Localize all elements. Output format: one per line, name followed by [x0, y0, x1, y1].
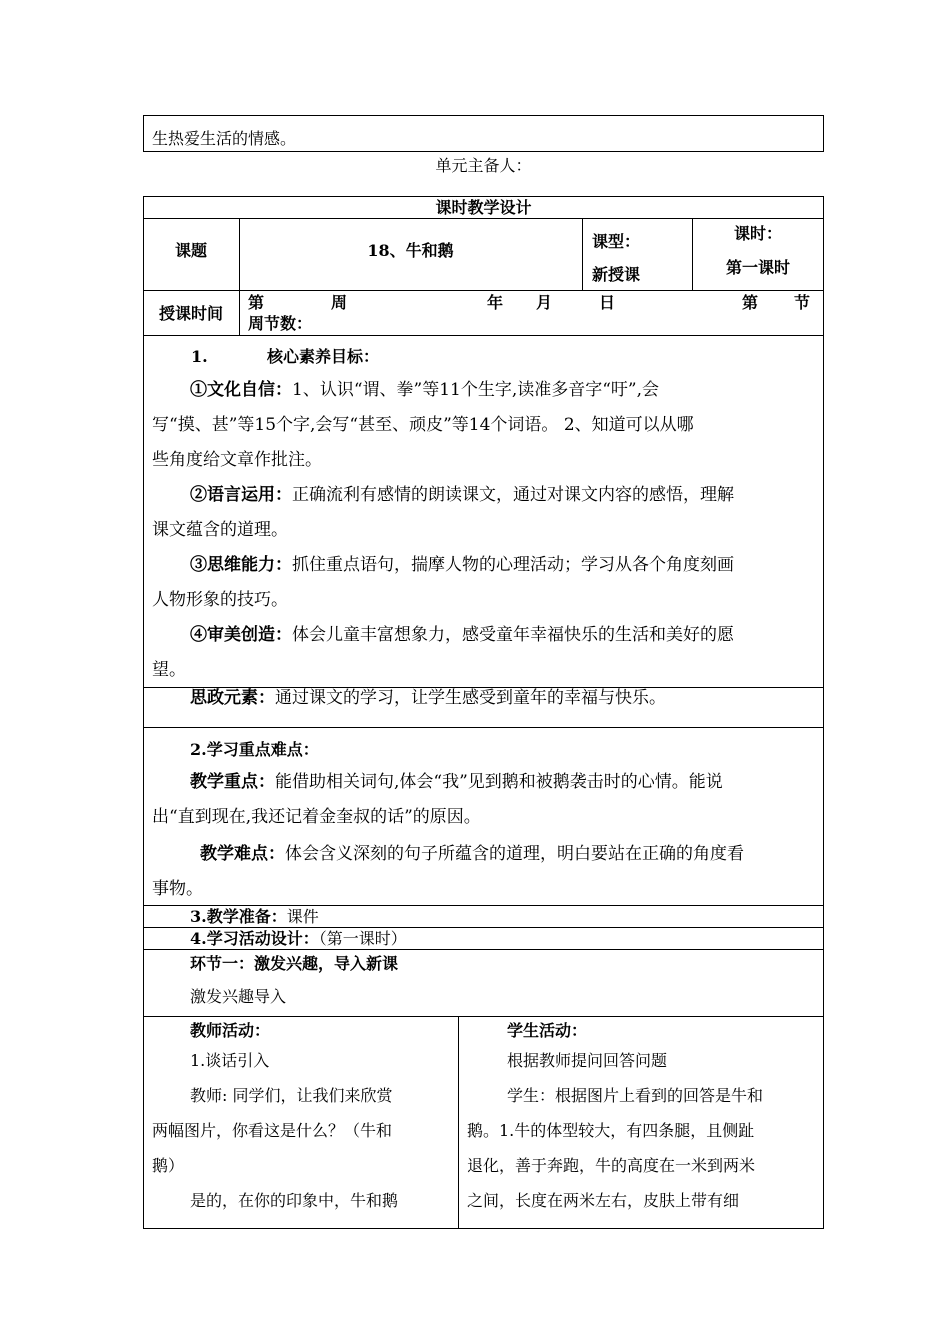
time-month: 月: [536, 293, 553, 312]
unit-preparer-label: 单元主备人：: [435, 156, 532, 175]
teacher-activity-text: [152, 1043, 452, 1218]
ideology-row: [190, 681, 666, 716]
time-year: 年: [487, 293, 504, 312]
student-line: 鹅。1.牛的体型较大，有四条腿，且侧趾: [467, 1121, 755, 1140]
rule-ideology-bottom: [143, 727, 824, 728]
time-week: 周: [331, 293, 348, 312]
goal-label: ④审美创造：: [190, 625, 292, 645]
rule-subject-bottom: [143, 290, 824, 291]
goal-line: 人物形象的技巧。: [152, 590, 288, 610]
time-section: 节: [794, 293, 811, 312]
student-line: 之间，长度在两米左右，皮肤上带有细: [467, 1191, 740, 1210]
student-line: 退化，善于奔跑，牛的高度在一米到两米: [467, 1156, 756, 1175]
focus-line: 出“直到现在,我还记着金奎叔的话”的原因。: [152, 807, 481, 827]
teacher-line: 1.谈话引入: [190, 1051, 270, 1070]
rule-time-bottom: [143, 335, 824, 336]
student-line: 根据教师提问回答问题: [507, 1051, 668, 1070]
period-label: 课时：: [733, 224, 782, 243]
goal-line: 写“摸、甚”等15个字,会写“甚至、顽皮”等14个词语。 2、知道可以从哪: [152, 415, 694, 435]
time-section-prefix: 第: [742, 293, 759, 312]
goal-line: 体会儿童丰富想象力，感受童年幸福快乐的生活和美好的愿: [292, 625, 734, 645]
activity-design-label: 4.学习活动设计：: [190, 929, 319, 948]
stage-one-subtitle: 激发兴趣导入: [190, 987, 287, 1006]
teaching-focus: [152, 765, 818, 835]
student-line: 学生：根据图片上看到的回答是牛和: [507, 1086, 764, 1105]
focus-line: 能借助相关词句,体会“我”见到鹅和被鹅袭击时的心情。能说: [275, 772, 723, 792]
goal-cultural: [152, 373, 818, 478]
goal-line: 抓住重点语句，揣摩人物的心理活动；学习从各个角度刻画: [292, 555, 734, 575]
week-section-count: 周节数：: [248, 314, 313, 333]
subject-label: 课题: [174, 241, 207, 260]
rule-col-type: [582, 218, 583, 290]
teaching-difficulty: [152, 837, 818, 907]
keypoints-heading: 2.学习重点难点：: [190, 740, 319, 759]
teacher-line: 是的，在你的印象中，牛和鹅: [190, 1191, 399, 1210]
difficulty-line: 事物。: [152, 879, 203, 899]
preparation-row: [190, 906, 319, 928]
goal-aesthetic: [152, 618, 818, 688]
goal-label: ①文化自信：: [190, 380, 292, 400]
difficulty-line: 体会含义深刻的句子所蕴含的道理，明白要站在正确的角度看: [285, 844, 744, 864]
activity-design-value: （第一课时）: [318, 929, 407, 948]
goal-line: 些角度给文章作批注。: [152, 450, 322, 470]
time-day: 日: [599, 293, 616, 312]
teacher-heading: 教师活动：: [190, 1021, 271, 1040]
preparation-label: 3.教学准备：: [190, 907, 287, 926]
goals-heading: 核心素养目标：: [267, 347, 380, 366]
ideology-text: 通过课文的学习，让学生感受到童年的幸福与快乐。: [275, 688, 666, 708]
period-value: 第一课时: [725, 258, 790, 277]
goal-line: 望。: [152, 660, 186, 680]
top-box-text: 生热爱生活的情感。: [152, 129, 297, 148]
difficulty-label: 教学难点：: [200, 844, 285, 864]
rule-col-activities: [458, 1016, 459, 1229]
goal-label: ②语言运用：: [190, 485, 292, 505]
teacher-line: 两幅图片，你看这是什么？（牛和: [152, 1121, 393, 1140]
type-label: 课型：: [592, 232, 641, 251]
teacher-line: 鹅）: [152, 1156, 185, 1175]
student-heading: 学生活动：: [507, 1021, 588, 1040]
time-week-prefix: 第: [248, 293, 265, 312]
teacher-line: 教师: 同学们，让我们来欣赏: [190, 1086, 393, 1105]
preparation-value: 课件: [286, 907, 319, 926]
focus-label: 教学重点：: [190, 772, 275, 792]
subject-value: 18、牛和鹅: [367, 241, 454, 260]
table-title: 课时教学设计: [435, 198, 532, 217]
goal-line: 正确流利有感情的朗读课文，通过对课文内容的感悟，理解: [292, 485, 734, 505]
student-activity-text: [467, 1043, 819, 1218]
goal-line: 1、认识“谓、拳”等11个生字,读准多音字“吁”,会: [292, 380, 660, 400]
goal-label: ③思维能力：: [190, 555, 292, 575]
time-label: 授课时间: [158, 304, 223, 323]
goal-line: 课文蕴含的道理。: [152, 520, 288, 540]
goal-thinking: [152, 548, 818, 618]
goals-heading-num: 1.: [191, 347, 208, 366]
stage-one-title: 环节一：激发兴趣，导入新课: [190, 954, 399, 973]
goal-language: [152, 478, 818, 548]
type-value: 新授课: [592, 265, 641, 284]
rule-stage-bottom: [143, 1016, 824, 1017]
ideology-label: 思政元素：: [190, 688, 275, 708]
rule-col-label: [239, 218, 240, 335]
activity-design-row: [190, 928, 407, 950]
